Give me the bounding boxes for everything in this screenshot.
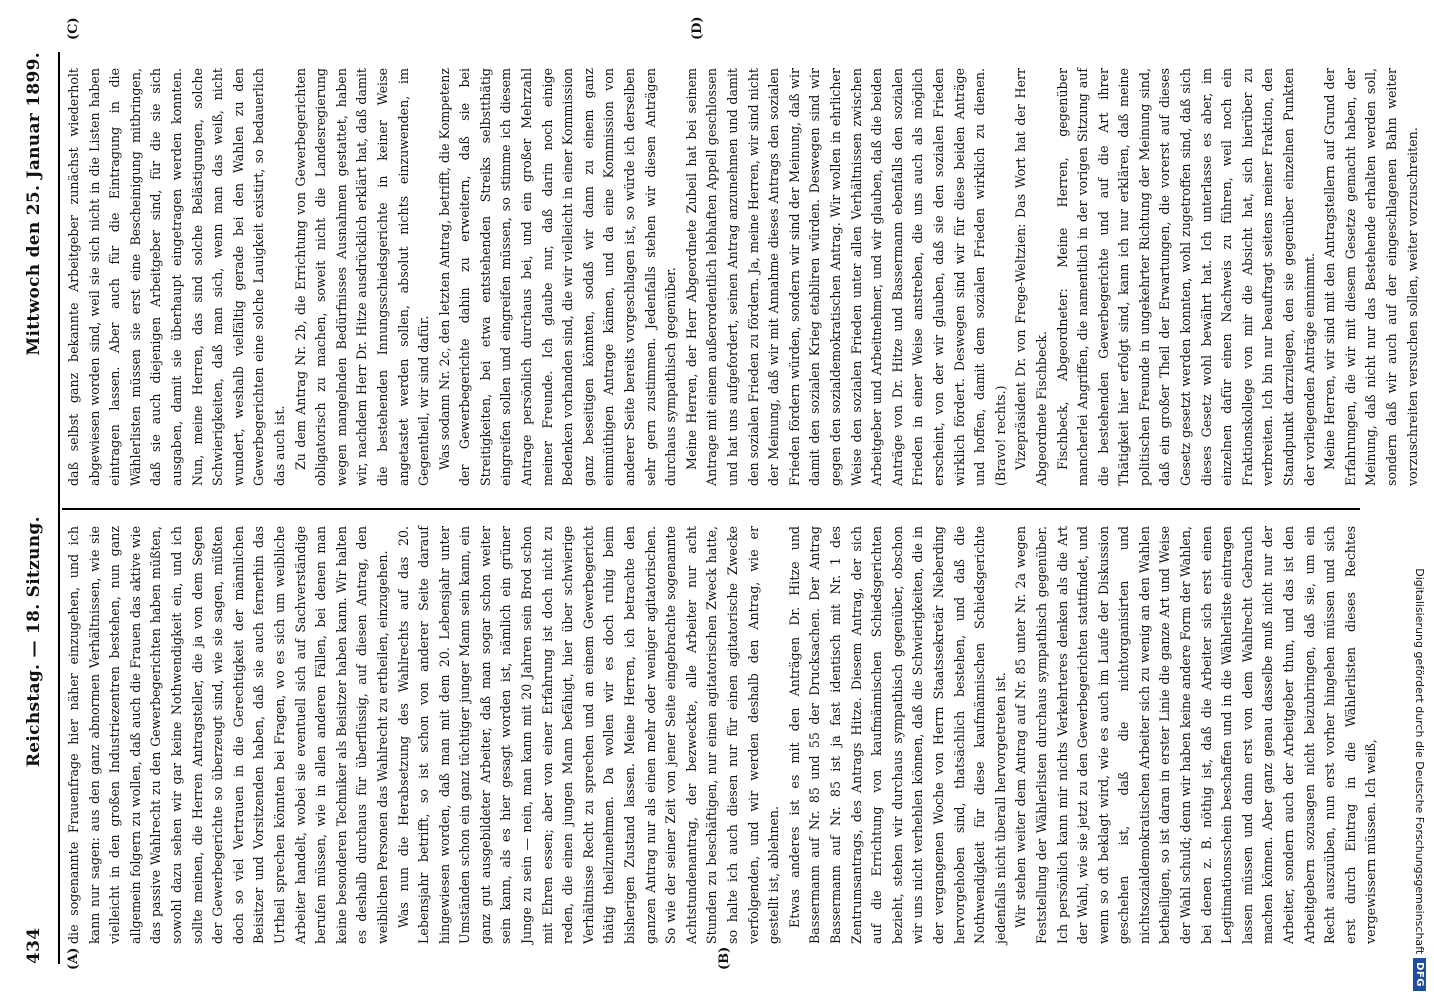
paragraph: Was sodann Nr. 2c, den letzten Antrag, betrifft, die Kompetenz der Gewerbegerichte dahin zu erweitern, daß sie bei Streitigkeiten, bei etwa entstehenden Streiks selbstthätig eingreifen sollen und eingreifen müssen, so stimme ich diesem Antrage persönlich durchaus bei, und ein großer Mehrzahl meiner Freunde. Ich glaube nur, daß darin noch einige Bedenken vorhanden sind, die wir vielleicht in einer Kommission ganz beseitigen könnten, sodaß wir dann zu einem ganz einmüthigen Antrage kämen, und da eine Kommission von anderer Seite bereits vorgeschlagen ist, so würde ich derselben sehr gern zustimmen. Jedenfalls stehen wir diesen Anträgen durchaus sympathisch gegenüber. <box>436 68 679 486</box>
margin-letter-c: (C) <box>66 17 81 40</box>
paragraph: Wir stehen weiter dem Antrag auf Nr. 85 unter Nr. 2a wegen Feststellung der Wählerlisten durchaus sympathisch gegenüber. Ich persönlich kann mir nichts Verkehrteres denken als die Art der Wahl, wie sie jetzt zu den Gewerbegerichten stattfindet, und wenn so oft beklagt wird, wie es auch im Laufe der Diskussion geschehen ist, daß die nichtorganisirten und nichtsozialdemokratischen Arbeiter sich zu wenig an den Wahlen betheiligen, so ist daran in erster Linie die ganze Art und Weise der Wahl schuld; denn wir haben keine andere Form der Wahlen, bei denen z. B. nöthig ist, daß die Arbeiter sich erst einen Legitimationsschein beschaffen und in die Wählerliste eintragen lassen müssen und dann erst von dem Wahlrecht Gebrauch machen können. Aber ganz genau dasselbe muß nicht nur der Arbeiter, sondern auch der Arbeitgeber thun, und das ist den Arbeitgebern sozusagen nicht beizubringen, daß sie, um ein Recht auszuüben, nun erst vorher hingehen müssen und sich erst durch Eintrag in die Wählerlisten dieses Rechtes vergewissern müssen. Ich weiß, <box>1013 526 1379 944</box>
left-column <box>64 526 1379 944</box>
paragraph: Meine Herren, der Herr Abgeordnete Zubeil hat bei seinem Antrage mit einem außerordentlich lebhaften Appell geschlossen und hat uns aufgefordert, seinen Antrag anzunehmen und damit den sozialen Frieden zu fördern. Ja, meine Herren, wir sind nicht der Meinung, daß wir mit Annahme dieses Antrags den sozialen Frieden fördern würden, sondern wir sind der Meinung, daß wir damit den sozialen Krieg etabliren würden. Deswegen sind wir gegen den sozialdemokratischen Antrag. Wir wollen in ehrlicher Weise den sozialen Frieden unter allen Verhältnissen zwischen Arbeitgeber und Arbeitnehmer, und wir glauben, daß die beiden Anträge von Dr. Hitze und Bassermann ebenfalls den sozialen Frieden in einer Weise anstreben, die uns auch als möglich erscheint, von der wir glauben, daß sie den sozialen Frieden wirklich fördert. Deswegen sind wir für diese beiden Anträge und hoffen, damit dem sozialen Frieden wirklich zu dienen. (Bravo! rechts.) <box>683 68 1008 486</box>
right-column <box>64 68 1420 486</box>
digitization-credit <box>1406 6 1434 991</box>
dfg-logo: DFG <box>1414 958 1427 991</box>
paragraph: Etwas anderes ist es mit den Anträgen Dr. Hitze und Bassermann auf Nr. 85 und 55 der Drucksachen. Der Antrag Bassermann auf Nr. 85 ist ja fast identisch mit Nr. 1 des Zentrumsantrags, des Antrags Hitze. Diesem Antrag, der sich auf die Errichtung von kaufmännischen Schiedsgerichten bezieht, stehen wir durchaus sympathisch gegenüber, obschon wir uns nicht verhehlen können, daß die Schwierigkeiten, die in der vergangenen Woche von Herrn Staatssekretär Nieberding hervorgehoben sind, thatsächlich bestehen, und daß die Nothwendigkeit für diese kaufmännischen Schiedsgerichte jedenfalls nicht überall hervorgetreten ist. <box>786 526 1008 944</box>
paragraph: Was nun die Herabsetzung des Wahlrechts auf das 20. Lebensjahr betrifft, so ist schon von anderer Seite darauf hingewiesen worden, daß man mit dem 20. Lebensjahr unter Umständen schon ein ganz tüchtiger junger Mann sein kann, ein ganz gut ausgebildeter Arbeiter, daß man sogar schon weiter sein kann, als es hier gesagt worden ist, nämlich ein grüner Junge zu sein — nein, man kann mit 20 Jahren sein Brod schon mit Ehren essen; aber von einer Erfahrung ist doch nicht zu reden, die einen jungen Mann befähigt, hier über schwierige Verhältnisse Recht zu sprechen und an einem Gewerbegericht thätig theilzunehmen. Da wollen wir es doch ruhig beim bisherigen Zustand lassen. Meine Herren, ich betrachte den ganzen Antrag nur als einen mehr oder weniger agitatorischen. So wie der seiner Zeit von jener Seite eingebrachte sogenannte Achtstundenantrag, der bezweckte, alle Arbeiter nur acht Stunden zu beschäftigen, nur einen agitatorischen Zweck hatte, so halte ich auch diesen nur für einen agitatorische Zwecke verfolgenden, und wir werden deshalb den Antrag, wie er gestellt ist, ablehnen. <box>395 526 782 944</box>
header-date: Mittwoch den 25. Januar 1899. <box>24 52 44 356</box>
paragraph: daß selbst ganz bekannte Arbeitgeber zunächst wiederholt abgewiesen worden sind, weil sie sich nicht in die Listen haben eintragen lassen. Aber auch für die Eintragung in die Wählerlisten müssen sie erst eine Bescheinigung mitbringen, daß sie auch diejenigen Arbeitgeber sind, für die sie sich ausgaben, damit sie überhaupt eingetragen werden konnten. Nun, meine Herren, das sind solche Belästigungen, solche Schwierigkeiten, daß man sich, wenn man das weiß, nicht wundert, weshalb vielfältig gerade bei den Wahlen zu den Gewerbegerichten eine solche Lauigkeit existirt, so bedauerlich das auch ist. <box>66 68 287 486</box>
credit-text: Digitalisierung gefördert durch die Deutsche Forschungsgemeinschaft <box>1413 568 1427 955</box>
paragraph: Vizepräsident Dr. von Frege-Weltzien: Das Wort hat der Herr Abgeordnete Fischbeck. <box>1013 68 1049 486</box>
paragraph: die sogenannte Frauenfrage hier näher einzugehen, und ich kann nur sagen: aus den ganz abnormen Verhältnissen, wie sie vielleicht in den großen Industriezentren bestehen, nun ganz allgemein folgern zu wollen, daß auch die Frauen das aktive wie das passive Wahlrecht zu den Gewerbegerichten haben müßten, sowohl dazu sehen wir gar keine Nothwendigkeit ein, und ich sollte meinen, die Herren Antragsteller, die ja von dem Segen der Gewerbegerichte so überzeugt sind, wie sie sagen, müßten doch so viel Vertrauen in die Gerechtigkeit der männlichen Beisitzer und Vorsitzenden haben, daß sie auch fernerhin das Urtheil sprechen könnten bei Fragen, wo es sich um weibliche Arbeiter handelt, wobei sie eventuell sich auf Sachverständige berufen müssen, wie in allen anderen Fällen, bei denen man keine besonderen Techniker als Beisitzer haben kann. Wir halten es deshalb durchaus für überflüssig, auf diesen Antrag, den weiblichen Personen das Wahlrecht zu ertheilen, einzugehen. <box>66 526 390 944</box>
paragraph: Fischbeck, Abgeordneter: Meine Herren, gegenüber mancherlei Angriffen, die namentlich in der vorigen Sitzung auf die bestehenden Gewerbegerichte und auf die Art ihrer Thätigkeit hier erfolgt sind, kann ich nur erklären, daß meine politischen Freunde in ungekehrter Richtung der Meinung sind, daß ein großer Theil der Erwartungen, die vorerst auf dieses Gesetz gesetzt werden konnten, wohl zugetroffen sind, daß sich dieses Gesetz wohl bewährt hat. Ich unterlasse es aber, im einzelnen dafür einen Nachweis zu führen, weil noch ein Fraktionskollege von mir die Absicht hat, sich hierüber zu verbreiten. Ich bin nur beauftragt seitens meiner Fraktion, den Standpunkt darzulegen, den sie gegenüber einzelnen Punkten der vorliegenden Anträge einnimmt. <box>1054 68 1317 486</box>
margin-letter-d: (D) <box>690 16 705 40</box>
margin-letter-b: (B) <box>717 946 732 970</box>
paragraph: Zu dem Antrag Nr. 2b, die Errichtung von Gewerbegerichten obligatorisch zu machen, soweit nicht die Landesregierung wegen mangelnden Bedürfnisses Ausnahmen gestattet, haben wir, nachdem Herr Dr. Hitze ausdrücklich erklärt hat, daß damit die bestehenden Innungsschiedsgerichte in keiner Weise angetastet werden sollen, absolut nichts einzuwenden, im Gegentheil, wir sind dafür. <box>292 68 432 486</box>
page-header <box>8 52 44 964</box>
margin-letter-a: (A) <box>66 947 81 970</box>
page-number: 434 <box>24 927 44 964</box>
column-divider <box>62 508 1360 510</box>
paragraph: Meine Herren, wir sind mit den Antragstellern auf Grund der Erfahrungen, die wir mit diesem Gesetze gemacht haben, der Meinung, daß nicht nur das Bestehende erhalten werden soll, sondern daß wir auch auf der eingeschlagenen Bahn weiter vorzuschreiten versuchen sollen, weiter vorzuschreiten. <box>1322 68 1420 486</box>
header-rule <box>58 52 60 964</box>
header-title: Reichstag. — 18. Sitzung. <box>24 516 44 768</box>
